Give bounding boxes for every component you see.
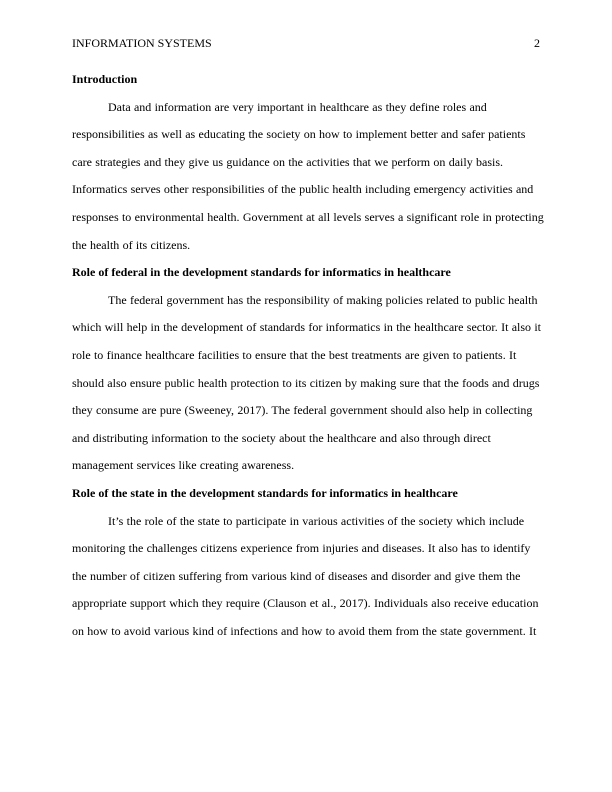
paragraph-line: The federal government has the responsibility of making policies related to public health xyxy=(108,292,538,307)
paragraph xyxy=(72,287,542,480)
paragraph-line: responsibilities as well as educating the society on how to implement better and safer patients xyxy=(72,127,526,142)
paragraph-line: should also ensure public health protection to its citizen by making sure that the foods and drugs xyxy=(72,375,540,390)
paragraph-line: Informatics serves other responsibilities of the public health including emergency activities and xyxy=(72,182,534,197)
paragraph-line: It’s the role of the state to participate in various activities of the society which include xyxy=(108,513,525,528)
paragraph-line: the number of citizen suffering from various kind of diseases and disorder and give them the xyxy=(72,568,521,583)
paragraph-line: they consume are pure (Sweeney, 2017). The federal government should also help in collecting xyxy=(72,403,533,418)
section-heading: Role of the state in the development standards for informatics in healthcare xyxy=(72,485,458,500)
paragraph xyxy=(72,94,542,260)
paragraph-line: which will help in the development of standards for informatics in the healthcare sector. It also it xyxy=(72,320,541,335)
section-heading: Introduction xyxy=(72,72,138,86)
section-state-role xyxy=(72,480,542,646)
section-federal-role xyxy=(72,259,542,480)
paragraph xyxy=(72,508,542,646)
document-body xyxy=(72,66,542,645)
running-title: INFORMATION SYSTEMS xyxy=(72,36,212,50)
paragraph-line: on how to avoid various kind of infections and how to avoid them from the state government. It xyxy=(72,623,537,638)
paragraph-line: monitoring the challenges citizens experience from injuries and diseases. It also has to identify xyxy=(72,541,531,556)
paragraph-line: role to finance healthcare facilities to ensure that the best treatments are given to patients. It xyxy=(72,347,517,362)
paragraph-line: appropriate support which they require (Clauson et al., 2017). Individuals also receive education xyxy=(72,596,539,611)
paragraph-line: responses to environmental health. Government at all levels serves a significant role in protecting xyxy=(72,209,544,224)
paragraph-line: the health of its citizens. xyxy=(72,237,191,252)
paragraph-line: and distributing information to the society about the healthcare and also through direct xyxy=(72,430,491,445)
section-introduction xyxy=(72,66,542,259)
paragraph-line: Data and information are very important in healthcare as they define roles and xyxy=(108,99,487,114)
paragraph-line: care strategies and they give us guidance on the activities that we perform on daily basis. xyxy=(72,154,504,169)
paragraph-line: management services like creating awareness. xyxy=(72,458,295,473)
section-heading: Role of federal in the development standards for informatics in healthcare xyxy=(72,265,451,280)
running-header xyxy=(72,35,540,51)
page-number: 2 xyxy=(534,36,540,50)
